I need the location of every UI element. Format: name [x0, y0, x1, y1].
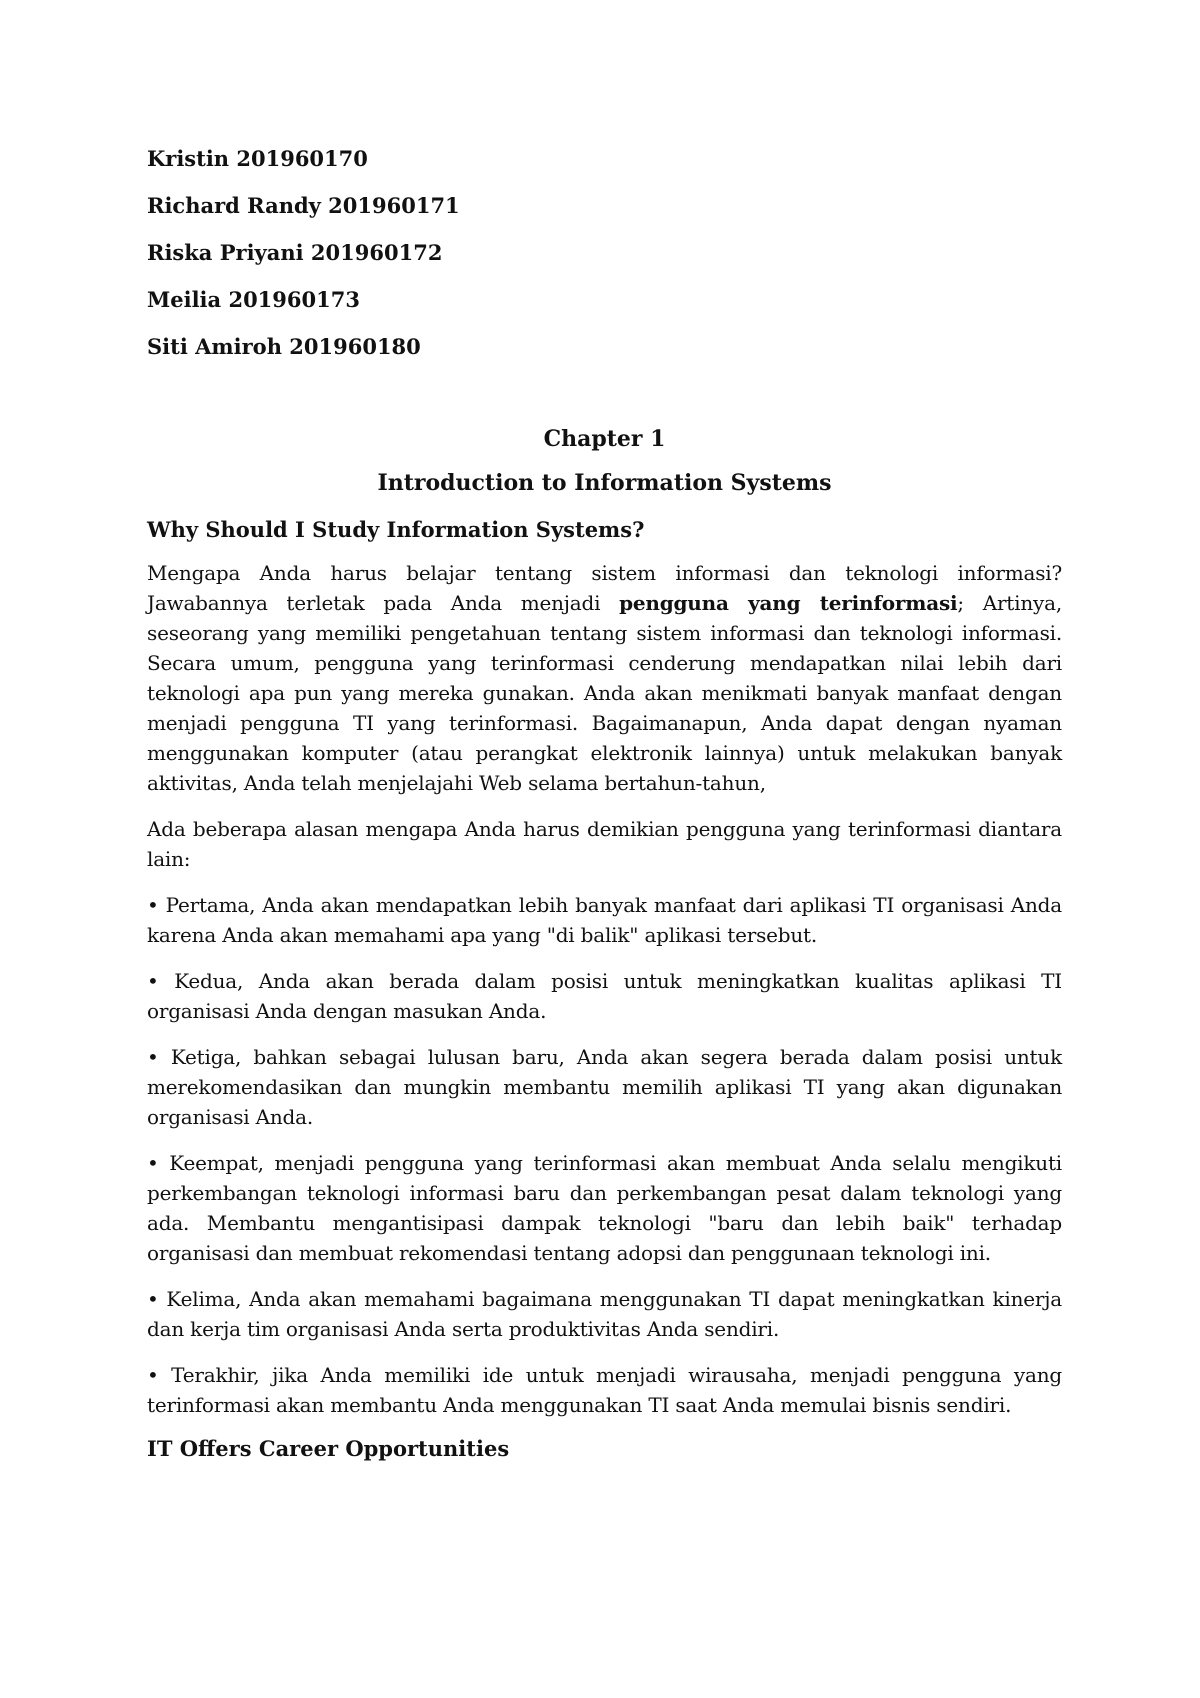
document-body [147, 425, 1062, 1477]
intro-bold-term: pengguna yang terinformasi [619, 591, 958, 615]
reason-item: • Pertama, Anda akan mendapatkan lebih banyak manfaat dari aplikasi TI organisasi Anda karena Anda akan memahami apa yang "di balik" aplikasi tersebut. [147, 893, 1062, 947]
author-line: Siti Amiroh 201960180 [147, 334, 421, 359]
chapter-title: Introduction to Information Systems [377, 470, 832, 496]
intro-text-start: Mengapa Anda harus belajar tentang sistem informasi dan teknologi informasi? Jawabannya terletak pada Anda menjadi [147, 561, 1062, 615]
chapter-label: Chapter 1 [543, 426, 666, 452]
author-line: Meilia 201960173 [147, 287, 360, 312]
author-line: Richard Randy 201960171 [147, 193, 460, 218]
author-line: Kristin 201960170 [147, 146, 368, 171]
reasons-intro-paragraph: Ada beberapa alasan mengapa Anda harus demikian pengguna yang terinformasi diantara lain: [147, 817, 1062, 871]
section-heading-why-study: Why Should I Study Information Systems? [147, 517, 645, 542]
section-heading-career: IT Offers Career Opportunities [147, 1436, 510, 1461]
intro-paragraph [147, 558, 1062, 798]
author-list [147, 146, 647, 381]
reason-item: • Kelima, Anda akan memahami bagaimana menggunakan TI dapat meningkatkan kinerja dan kerja tim organisasi Anda serta produktivitas Anda sendiri. [147, 1287, 1062, 1341]
intro-text-end: ; Artinya, seseorang yang memiliki pengetahuan tentang sistem informasi dan teknologi informasi. Secara umum, pengguna yang terinformasi cenderung mendapatkan nilai lebih dari teknologi apa pun yang mereka gunakan. Anda akan menikmati banyak manfaat dengan menjadi pengguna TI yang terinformasi. Bagaimanapun, Anda dapat dengan nyaman menggunakan komputer (atau perangkat elektronik lainnya) untuk melakukan banyak aktivitas, Anda telah menjelajahi Web selama bertahun-tahun, [147, 591, 1062, 795]
reason-item: • Keempat, menjadi pengguna yang terinformasi akan membuat Anda selalu mengikuti perkembangan teknologi informasi baru dan perkembangan pesat dalam teknologi yang ada. Membantu mengantisipasi dampak teknologi "baru dan lebih baik" terhadap organisasi dan membuat rekomendasi tentang adopsi dan penggunaan teknologi ini. [147, 1151, 1062, 1265]
reason-item: • Terakhir, jika Anda memiliki ide untuk menjadi wirausaha, menjadi pengguna yang terinformasi akan membantu Anda menggunakan TI saat Anda memulai bisnis sendiri. [147, 1363, 1062, 1417]
reason-item: • Kedua, Anda akan berada dalam posisi untuk meningkatkan kualitas aplikasi TI organisasi Anda dengan masukan Anda. [147, 969, 1062, 1023]
reason-item: • Ketiga, bahkan sebagai lulusan baru, Anda akan segera berada dalam posisi untuk merekomendasikan dan mungkin membantu memilih aplikasi TI yang akan digunakan organisasi Anda. [147, 1045, 1062, 1129]
author-line: Riska Priyani 201960172 [147, 240, 443, 265]
